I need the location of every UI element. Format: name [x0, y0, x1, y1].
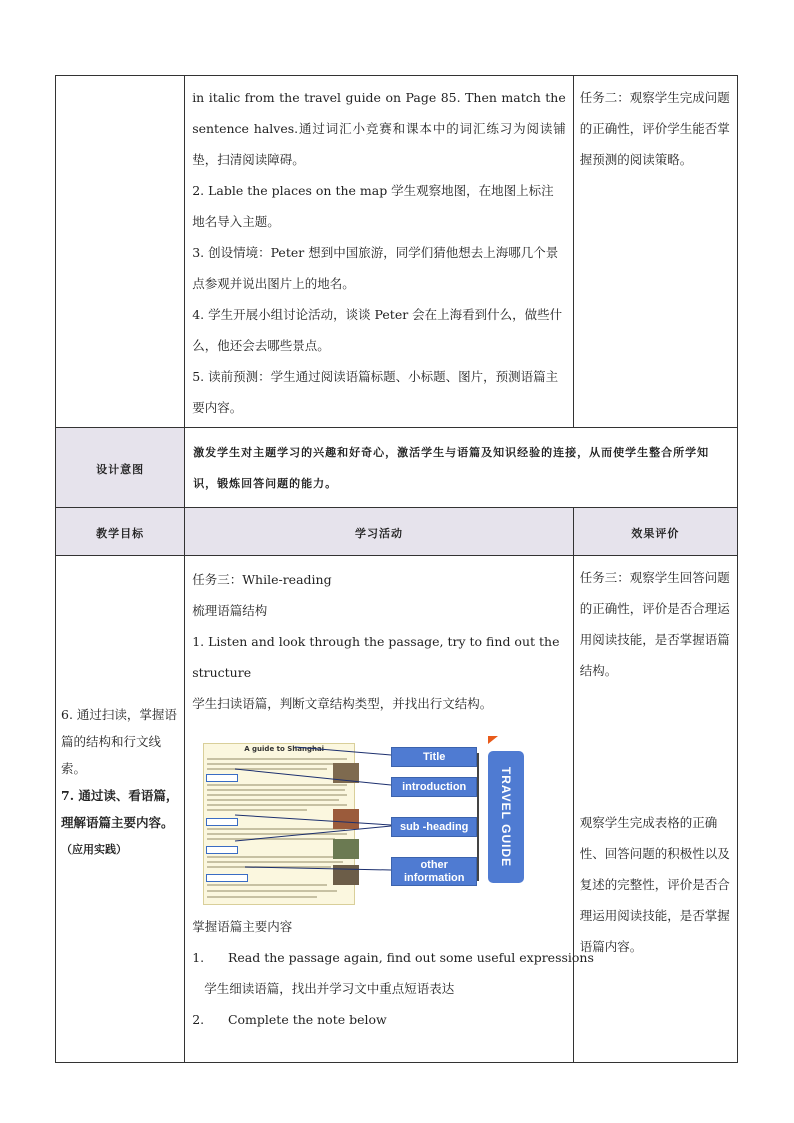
evaluation-text: 任务二：观察学生完成问题的正确性，评价学生能否掌握预测的阅读策略。 — [579, 90, 730, 167]
subheading: 梳理语篇结构 — [192, 603, 268, 618]
design-text-cell — [185, 428, 738, 508]
goal-cell-empty — [56, 76, 185, 428]
label-other-information: other information — [391, 857, 477, 886]
design-text: 激发学生对主题学习的兴趣和好奇心，激活学生与语篇及知识经验的连接，从而使学生整合所学知识，锻炼回答问题的能力。 — [193, 446, 710, 490]
goal-item: 6. 通过扫读，掌握语篇的结构和行文线索。 — [61, 707, 177, 776]
evaluation-cell — [573, 76, 737, 428]
activity-cell — [185, 76, 574, 428]
table-header-row — [56, 508, 738, 556]
goal-item: 7. 通过读、看语篇，理解语篇主要内容。 — [61, 788, 179, 830]
label-introduction: introduction — [391, 777, 477, 797]
activity-line: 学生扫读语篇，判断文章结构类型，并找出行文结构。 — [192, 696, 493, 711]
table-row — [56, 556, 738, 1063]
travel-guide-label: TRAVEL GUIDE — [488, 751, 524, 883]
activity-line: 5. 读前预测：学生通过阅读语篇标题、小标题、图片，预测语篇主要内容。 — [192, 369, 559, 415]
activity-line: 2. Complete the note below — [192, 1012, 387, 1027]
design-label: 设计意图 — [96, 463, 145, 476]
table-row — [56, 76, 738, 428]
activity-line: 1. Read the passage again, find out some useful expressions — [192, 950, 594, 965]
activity-line: 学生细读语篇，找出并学习文中重点短语表达 — [204, 981, 455, 996]
header-evaluation: 效果评价 — [573, 508, 737, 556]
header-goals: 教学目标 — [56, 508, 185, 556]
goal-cell — [56, 556, 185, 1063]
structure-figure — [195, 733, 525, 903]
evaluation-text: 任务三：观察学生回答问题的正确性，评价是否合理运用阅读技能，是否掌握语篇结构。 — [579, 570, 730, 678]
activity-line: 2. Lable the places on the map 学生观察地图，在地图上标注地名导入主题。 — [192, 183, 554, 229]
page-title: A guide to Shanghai — [244, 745, 325, 753]
subheading: 掌握语篇主要内容 — [192, 919, 293, 934]
activity-line: 4. 学生开展小组讨论活动，谈谈 Peter 会在上海看到什么，做些什么，他还会去哪些景点。 — [192, 307, 563, 353]
table-row — [56, 428, 738, 508]
activity-line: in italic from the travel guide on Page 85. Then match the sentence halves.通过词汇小竞赛和课本中的词汇练习为阅读铺垫，扫清阅读障碍。 — [192, 90, 566, 167]
task-title: 任务三：While-reading — [192, 572, 332, 587]
design-label-cell — [56, 428, 185, 508]
lesson-plan-table — [55, 75, 738, 1063]
activity-cell — [185, 556, 594, 1063]
header-activities: 学习活动 — [185, 508, 574, 556]
evaluation-cell — [573, 556, 737, 1063]
goal-note: （应用实践） — [61, 843, 127, 856]
label-subheading: sub -heading — [391, 817, 477, 837]
activity-line: 1. Listen and look through the passage, try to find out the structure — [192, 634, 560, 680]
flag-icon — [488, 736, 498, 744]
label-title: Title — [391, 747, 477, 767]
activity-line: 3. 创设情境：Peter 想到中国旅游，同学们猜他想去上海哪几个景点参观并说出图片上的地名。 — [192, 245, 559, 291]
evaluation-text: 观察学生完成表格的正确性、回答问题的积极性以及复述的完整性，评价是否合理运用阅读技能，是否掌握语篇内容。 — [579, 815, 730, 954]
